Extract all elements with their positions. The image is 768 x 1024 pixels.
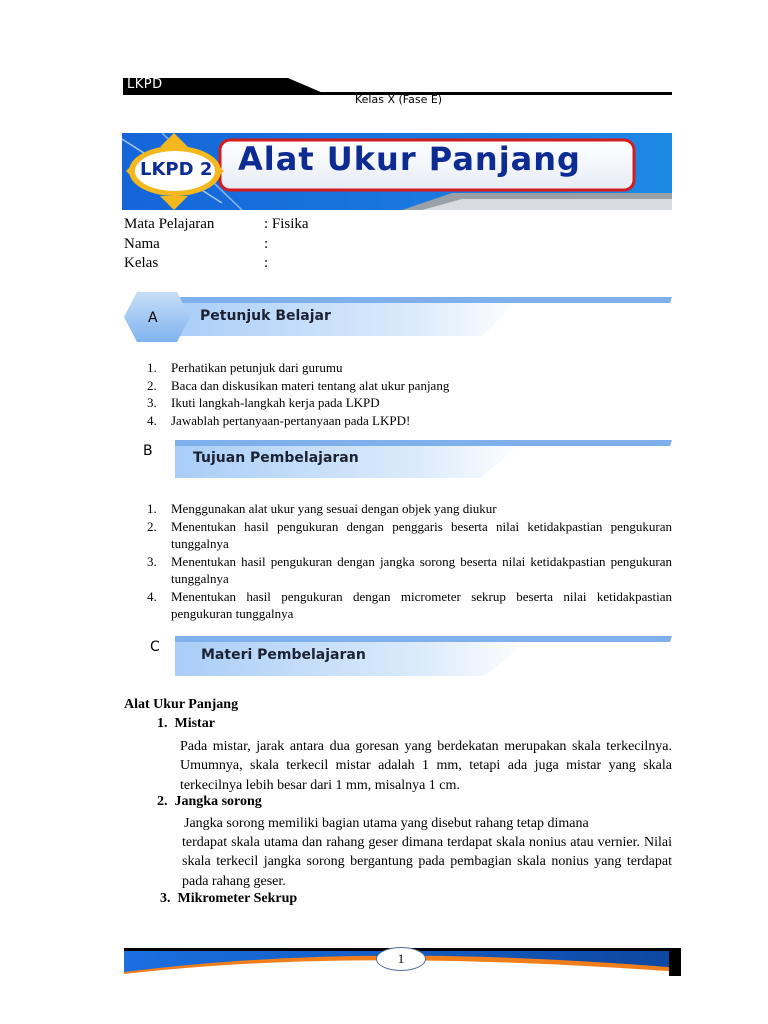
info-key: Kelas bbox=[124, 255, 159, 271]
tujuan-list bbox=[147, 500, 672, 623]
header-label: LKPD bbox=[127, 77, 163, 92]
list-text: Menentukan hasil pengukuran dengan penggaris beserta nilai ketidakpastian pengukuran tunggalnya bbox=[171, 518, 672, 551]
item-heading: Mistar bbox=[174, 716, 215, 731]
list-number: 4. bbox=[147, 588, 157, 604]
info-value: : Fisika bbox=[264, 216, 309, 232]
item-number: 1. bbox=[157, 716, 168, 731]
item-3-heading bbox=[160, 891, 297, 907]
list-text: Baca dan diskusikan materi tentang alat ukur panjang bbox=[171, 377, 450, 393]
item-number: 2. bbox=[157, 794, 168, 809]
section-b-letter: B bbox=[143, 443, 153, 459]
petunjuk-list bbox=[147, 359, 672, 429]
item-1-heading bbox=[157, 716, 215, 732]
list-item bbox=[147, 359, 672, 377]
list-number: 3. bbox=[147, 553, 157, 569]
list-number: 3. bbox=[147, 395, 157, 410]
section-a-letter: A bbox=[148, 310, 158, 326]
item-number: 3. bbox=[160, 891, 171, 906]
item-2-paragraph-line1: Jangka sorong memiliki bagian utama yang disebut rahang tetap dimana bbox=[184, 816, 589, 831]
list-item bbox=[147, 394, 672, 412]
banner-title: Alat Ukur Panjang bbox=[238, 140, 581, 178]
info-row-class bbox=[124, 254, 309, 274]
info-value: : bbox=[264, 235, 269, 252]
page-number: 1 bbox=[376, 947, 426, 971]
info-row-subject bbox=[124, 215, 309, 235]
info-key: Nama bbox=[124, 235, 160, 252]
list-item bbox=[147, 588, 672, 623]
header-subtitle: Kelas X (Fase E) bbox=[355, 93, 443, 106]
list-item bbox=[147, 553, 672, 588]
list-item bbox=[147, 377, 672, 395]
list-text: Ikuti langkah-langkah kerja pada LKPD bbox=[171, 395, 380, 410]
item-2-heading bbox=[157, 794, 262, 810]
list-number: 1. bbox=[147, 501, 157, 516]
student-info bbox=[124, 215, 309, 274]
list-number: 4. bbox=[147, 412, 157, 428]
item-heading: Mikrometer Sekrup bbox=[177, 891, 298, 906]
lkpd-badge: LKPD 2 bbox=[140, 159, 213, 180]
info-value: : bbox=[264, 255, 269, 271]
list-text: Menggunakan alat ukur yang sesuai dengan objek yang diukur bbox=[171, 501, 497, 516]
list-item bbox=[147, 412, 672, 430]
item-2-paragraph: terdapat skala utama dan rahang geser dimana terdapat skala nonius atau vernier. Nilai skala terkecil jangka sorong bergantung pada pembagian skala nonius yang terdapat pada rahang geser. bbox=[182, 835, 672, 889]
list-text: Perhatikan petunjuk dari gurumu bbox=[171, 360, 343, 375]
list-number: 2. bbox=[147, 518, 157, 534]
item-1-paragraph: Pada mistar, jarak antara dua goresan yang berdekatan merupakan skala terkecilnya. Umumnya, skala terkecil mistar adalah 1 mm, tetapi ada juga mistar yang skala terkecilnya lebih besar dari 1 mm, misalnya 1 cm. bbox=[180, 739, 672, 793]
section-b-title: Tujuan Pembelajaran bbox=[193, 450, 359, 466]
info-key: Mata Pelajaran bbox=[124, 216, 215, 232]
list-text: Menentukan hasil pengukuran dengan micrometer sekrup beserta nilai ketidakpastian pengukuran tunggalnya bbox=[171, 588, 672, 621]
list-item bbox=[147, 518, 672, 553]
list-text: Menentukan hasil pengukuran dengan jangka sorong beserta nilai ketidakpastian pengukuran tunggalnya bbox=[171, 553, 672, 586]
section-c-letter: C bbox=[150, 639, 160, 655]
section-c-title: Materi Pembelajaran bbox=[201, 647, 366, 663]
list-text: Jawablah pertanyaan-pertanyaan pada LKPD! bbox=[171, 412, 411, 428]
list-item bbox=[147, 500, 672, 518]
list-number: 1. bbox=[147, 360, 157, 375]
list-number: 2. bbox=[147, 377, 157, 393]
section-a-title: Petunjuk Belajar bbox=[200, 308, 331, 324]
materi-title: Alat Ukur Panjang bbox=[124, 697, 239, 712]
item-heading: Jangka sorong bbox=[174, 794, 262, 809]
info-row-name bbox=[124, 235, 309, 255]
